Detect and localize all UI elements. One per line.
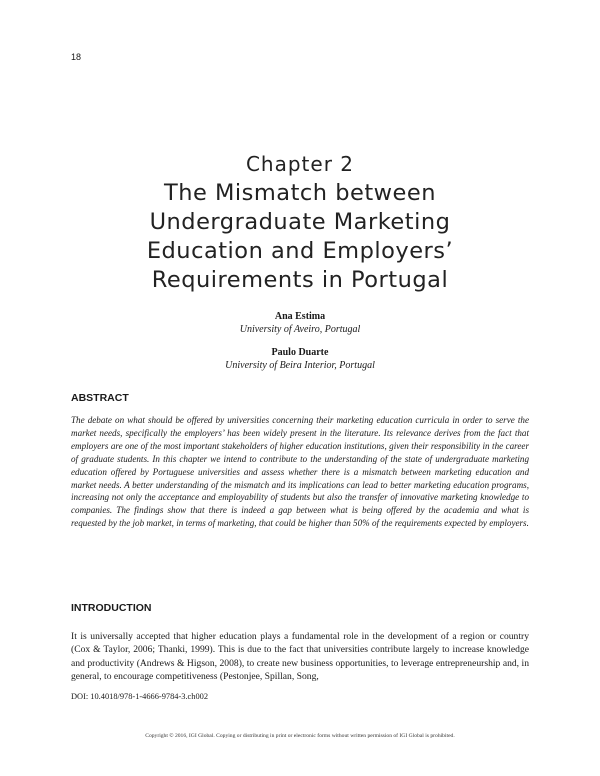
abstract-heading: ABSTRACT: [71, 392, 129, 404]
author-affiliation: University of Beira Interior, Portugal: [225, 360, 375, 371]
introduction-text: It is universally accepted that higher education plays a fundamental role in the development of a region or country (Cox & Taylor, 2006; Thanki, 1999). This is due to the fact that universities contribute largely to increase knowledge and productivity (Andrews & Higson, 2008), to create new business opportunities, to leverage entrepreneurship and, in general, to encourage competitiveness (Pestonjee, Spillan, Song,: [71, 631, 529, 683]
chapter-title-line: Undergraduate Marketing: [149, 209, 451, 235]
doi: DOI: 10.4018/978-1-4666-9784-3.ch002: [71, 692, 209, 701]
abstract-text: The debate on what should be offered by universities concerning their marketing education curricula in order to serve the market needs, specifically the employers’ has been widely present in the literature. Its relevance derives from the fact that employers are one of the most important stakeholders of higher education institutions, given their responsibility in the career of graduate students. In this chapter we intend to contribute to the understanding of the state of undergraduate marketing education offered by Portuguese universities and assess whether there is a mismatch between marketing education and market needs. A better understanding of the mismatch and its implications can lead to better marketing education programs, increasing not only the acceptance and employability of students but also the transfer of innovative marketing knowledge to companies. The findings show that there is indeed a gap between what is being offered by the academia and what is requested by the job market, in terms of marketing, that could be higher than 50% of the requirements expected by employers.: [71, 415, 529, 529]
chapter-title-line: Requirements in Portugal: [151, 267, 449, 293]
author-block: [0, 310, 600, 336]
author-name: Ana Estima: [274, 311, 326, 322]
author-name: Paulo Duarte: [271, 347, 329, 358]
author-block: [0, 346, 600, 372]
chapter-label: Chapter 2: [245, 152, 355, 176]
page-number: 18: [71, 52, 82, 62]
author-affiliation: University of Aveiro, Portugal: [239, 324, 361, 335]
introduction-heading: INTRODUCTION: [71, 602, 152, 614]
chapter-title: [60, 179, 540, 295]
chapter-title-line: The Mismatch between: [164, 180, 436, 206]
chapter-title-line: Education and Employers’: [146, 238, 454, 264]
copyright-notice: Copyright © 2016, IGI Global. Copying or distributing in print or electronic forms without written permission of IGI Global is prohibited.: [145, 733, 455, 739]
